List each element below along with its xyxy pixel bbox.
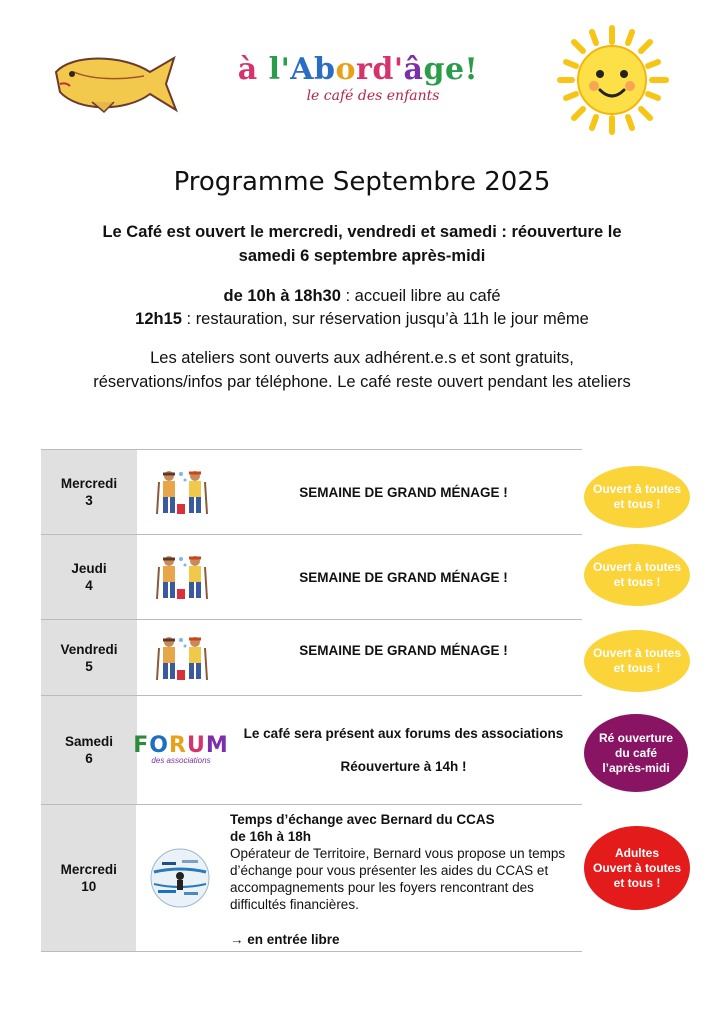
table-row bbox=[41, 449, 582, 534]
day-cell: Mercredi 3 bbox=[41, 450, 137, 534]
table-row bbox=[41, 804, 582, 952]
activity-text bbox=[225, 696, 582, 804]
hours-info bbox=[40, 285, 684, 331]
forum-text: Le café sera présent aux forums des associations bbox=[243, 726, 564, 741]
opening-info bbox=[40, 220, 684, 268]
logo bbox=[228, 52, 488, 122]
day-cell: Vendredi 5 bbox=[41, 620, 137, 695]
fish-illustration bbox=[52, 50, 178, 123]
activity-text: SEMAINE DE GRAND MÉNAGE ! bbox=[299, 643, 508, 658]
day-cell: Samedi 6 bbox=[41, 696, 137, 804]
cleaning-icon bbox=[137, 450, 225, 534]
opening-info-line2: samedi 6 septembre après-midi bbox=[238, 247, 486, 265]
open-badge: Ouvert à toutes et tous ! bbox=[584, 466, 690, 528]
activity-text: SEMAINE DE GRAND MÉNAGE ! bbox=[299, 484, 508, 500]
ccas-word-globe-icon bbox=[136, 805, 224, 951]
cleaning-icon bbox=[137, 620, 225, 695]
event-description: Opérateur de Territoire, Bernard vous propose un temps d’échange pour vous présenter les aides du CCAS et accompagnements pour les foyers rencontrant des difficultés financières. bbox=[230, 846, 566, 912]
logo-main-text: à l'Abord'âge! bbox=[237, 52, 479, 87]
open-badge: Ouvert à toutes et tous ! bbox=[584, 630, 690, 692]
opening-info-line1: Le Café est ouvert le mercredi, vendredi et samedi : réouverture le bbox=[102, 223, 622, 241]
event-heading: Temps d’échange avec Bernard du CCAS bbox=[230, 812, 495, 827]
hours-open: de 10h à 18h30 : accueil libre au café bbox=[223, 287, 501, 305]
day-cell: Jeudi 4 bbox=[41, 535, 137, 619]
event-entry-note: → en entrée libre bbox=[230, 932, 340, 947]
sun-icon bbox=[548, 24, 676, 141]
hours-lunch: 12h15 : restauration, sur réservation jusqu’à 11h le jour même bbox=[135, 310, 589, 328]
event-details bbox=[224, 805, 582, 951]
logo-subtitle: le café des enfants bbox=[306, 88, 440, 104]
ateliers-line2: réservations/infos par téléphone. Le café reste ouvert pendant les ateliers bbox=[93, 373, 631, 391]
forum-logo-icon: FORUM des associations bbox=[133, 733, 229, 765]
adults-badge: Adultes Ouvert à toutes et tous ! bbox=[584, 826, 690, 910]
schedule-table bbox=[41, 449, 582, 952]
page-title: Programme Septembre 2025 bbox=[173, 167, 551, 197]
event-time: de 16h à 18h bbox=[230, 829, 312, 844]
ateliers-info bbox=[40, 346, 684, 394]
reopening-text: Réouverture à 14h ! bbox=[340, 759, 467, 774]
day-cell: Mercredi 10 bbox=[41, 805, 136, 951]
table-row bbox=[41, 619, 582, 695]
activity-text: SEMAINE DE GRAND MÉNAGE ! bbox=[299, 569, 508, 585]
table-row bbox=[41, 695, 582, 804]
open-badge: Ouvert à toutes et tous ! bbox=[584, 544, 690, 606]
reopening-badge: Ré ouverture du café l’après-midi bbox=[584, 714, 688, 792]
cleaning-icon bbox=[137, 535, 225, 619]
table-row bbox=[41, 534, 582, 619]
ateliers-line1: Les ateliers sont ouverts aux adhérent.e.s et sont gratuits, bbox=[150, 349, 574, 367]
